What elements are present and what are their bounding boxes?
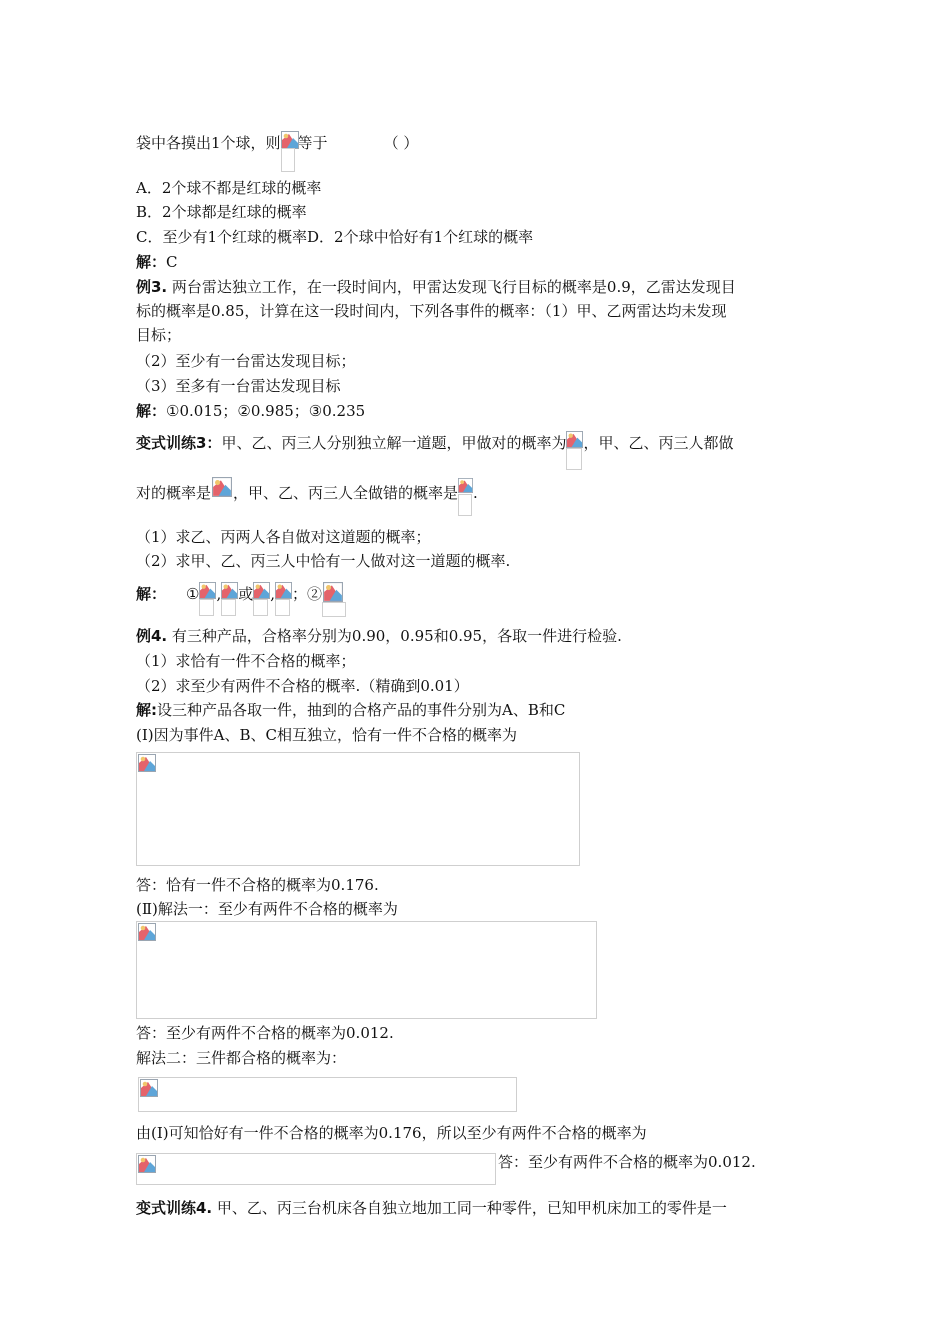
text: 有三种产品，合格率分别为0.90，0.95和0.95，各取一件进行检验. bbox=[167, 627, 622, 645]
broken-image-icon bbox=[253, 582, 270, 599]
text-line: （3）至多有一台雷达发现目标 bbox=[136, 377, 341, 395]
answer-line: 答：至少有两件不合格的概率为0.012. bbox=[498, 1153, 756, 1171]
broken-image-icon bbox=[458, 477, 473, 494]
broken-image-icon bbox=[138, 1155, 156, 1173]
example-3-line bbox=[136, 275, 736, 299]
text-line: 标的概率是0.85，计算在这一段时间内，下列各事件的概率：（1）甲、乙两雷达均未发现 bbox=[136, 302, 727, 320]
text: 设三种产品各取一件，抽到的合格产品的事件分别为A、B和C bbox=[157, 701, 566, 719]
option-a: A．2个球不都是红球的概率 bbox=[136, 179, 322, 197]
broken-image-icon bbox=[281, 131, 299, 149]
text: C bbox=[166, 253, 178, 271]
variant-label: 变式训练3： bbox=[136, 434, 222, 452]
text: 对的概率是 bbox=[136, 484, 212, 502]
text-line: （1）求恰有一件不合格的概率； bbox=[136, 652, 356, 670]
text: ① bbox=[186, 585, 200, 603]
formula-image-block bbox=[136, 752, 580, 866]
option-b: B．2个球都是红球的概率 bbox=[136, 203, 307, 221]
solution-line bbox=[136, 582, 346, 606]
text: ，甲、乙、丙三人全做错的概率是 bbox=[233, 484, 459, 502]
broken-image-icon bbox=[322, 582, 344, 602]
text: 或 bbox=[238, 585, 254, 603]
text-line: (Ⅱ)解法一：至少有两件不合格的概率为 bbox=[136, 900, 398, 918]
text: . bbox=[473, 484, 478, 502]
text-line: （1）求乙、丙两人各自做对这道题的概率； bbox=[136, 528, 431, 546]
formula-image bbox=[281, 131, 298, 151]
text-line: （2）求至少有两件不合格的概率.（精确到0.01） bbox=[136, 677, 469, 695]
text: ，甲、乙、丙三人都做 bbox=[583, 434, 734, 452]
variant-3-line bbox=[136, 431, 733, 455]
solution-line bbox=[136, 250, 178, 274]
formula-image-block bbox=[136, 1153, 496, 1185]
broken-image-icon bbox=[221, 582, 238, 599]
example-label: 例3. bbox=[136, 278, 168, 296]
variant-label: 变式训练4. bbox=[136, 1199, 213, 1217]
formula-image bbox=[253, 582, 270, 602]
text: 等于 bbox=[297, 134, 328, 152]
variant-3-line bbox=[136, 481, 478, 505]
formula-image bbox=[221, 582, 238, 602]
variant-4-line bbox=[136, 1196, 727, 1220]
broken-image-icon bbox=[199, 582, 216, 599]
text: 甲、乙、丙三人分别独立解一道题，甲做对的概率为 bbox=[221, 434, 567, 452]
text-line: （2）求甲、乙、丙三人中恰有一人做对这一道题的概率. bbox=[136, 552, 511, 570]
solution-line bbox=[136, 399, 365, 423]
answer-line: 答：恰有一件不合格的概率为0.176. bbox=[136, 876, 379, 894]
broken-image-icon bbox=[140, 1079, 158, 1097]
text-line: 由(Ⅰ)可知恰好有一件不合格的概率为0.176，所以至少有两件不合格的概率为 bbox=[136, 1124, 647, 1142]
question-line bbox=[136, 131, 418, 155]
formula-image bbox=[322, 582, 346, 602]
formula-image bbox=[199, 582, 216, 602]
text: 袋中各摸出1个球，则 bbox=[136, 134, 281, 152]
solution-label: 解: bbox=[136, 701, 157, 719]
solution-label: 解： bbox=[136, 402, 167, 420]
answer-paren: （ ） bbox=[383, 134, 419, 152]
formula-image bbox=[211, 481, 233, 501]
text: , bbox=[270, 585, 276, 603]
formula-image-block bbox=[136, 921, 597, 1019]
option-c-d: C．至少有1个红球的概率D．2个球中恰好有1个红球的概率 bbox=[136, 228, 534, 246]
formula-image bbox=[275, 582, 292, 602]
broken-image-icon bbox=[138, 923, 156, 941]
text: , bbox=[216, 585, 222, 603]
example-4-line bbox=[136, 624, 622, 648]
broken-image-icon bbox=[566, 431, 583, 448]
text: ①0.015；②0.985；③0.235 bbox=[166, 402, 366, 420]
text-line: （2）至少有一台雷达发现目标； bbox=[136, 352, 356, 370]
answer-line: 答：至少有两件不合格的概率为0.012. bbox=[136, 1024, 394, 1042]
formula-image bbox=[458, 481, 473, 501]
broken-image-icon bbox=[138, 754, 156, 772]
broken-image-icon bbox=[275, 582, 292, 599]
text-line: (Ⅰ)因为事件A、B、C相互独立，恰有一件不合格的概率为 bbox=[136, 726, 517, 744]
example-label: 例4. bbox=[136, 627, 168, 645]
text: 甲、乙、丙三台机床各自独立地加工同一种零件，已知甲机床加工的零件是一 bbox=[212, 1199, 727, 1217]
text-line: 目标； bbox=[136, 326, 182, 344]
text: 两台雷达独立工作，在一段时间内，甲雷达发现飞行目标的概率是0.9，乙雷达发现目 bbox=[167, 278, 736, 296]
broken-image-icon bbox=[211, 477, 233, 497]
solution-label: 解： bbox=[136, 585, 167, 603]
formula-image-block bbox=[138, 1077, 517, 1112]
solution-line bbox=[136, 698, 565, 722]
text-line: 解法二：三件都合格的概率为： bbox=[136, 1049, 347, 1067]
text: ；② bbox=[292, 585, 323, 603]
formula-image bbox=[566, 431, 583, 451]
solution-label: 解： bbox=[136, 253, 167, 271]
